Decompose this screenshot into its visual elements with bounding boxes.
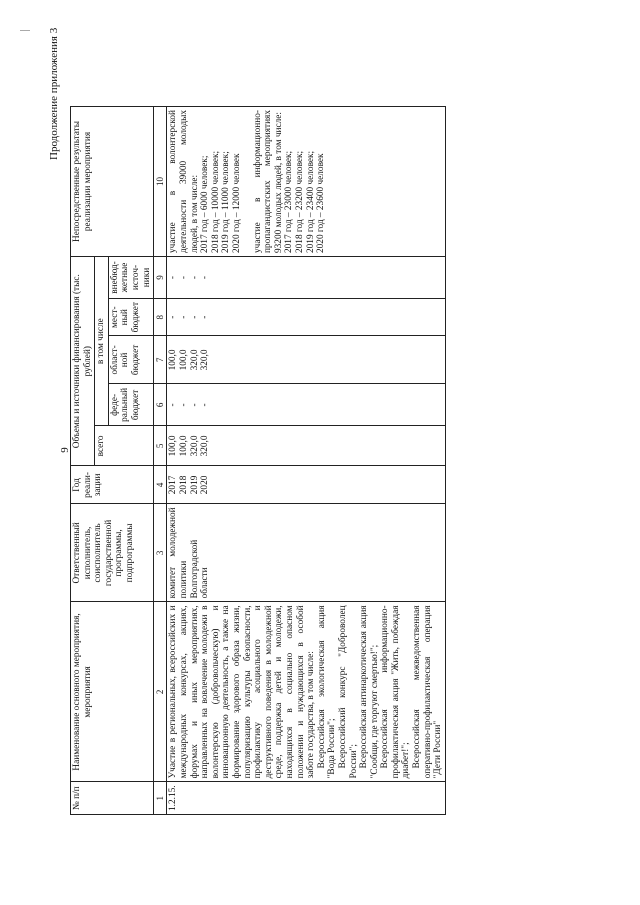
header-total: всего bbox=[95, 426, 154, 466]
total-cell bbox=[167, 426, 445, 466]
extra-value: - bbox=[168, 275, 179, 280]
year-cell bbox=[167, 466, 445, 504]
header-row bbox=[71, 107, 95, 815]
local-value: - bbox=[200, 315, 211, 319]
column-number: 8 bbox=[154, 299, 167, 336]
total-value: 320,0 bbox=[200, 435, 211, 457]
total-value: 100,0 bbox=[168, 435, 179, 457]
program-table bbox=[70, 106, 446, 815]
column-number: 5 bbox=[154, 426, 167, 466]
results-line: 2020 год – 12000 человек bbox=[231, 153, 242, 253]
column-number-row bbox=[154, 107, 167, 815]
column-number: 4 bbox=[154, 466, 167, 504]
federal-value: - bbox=[168, 403, 179, 407]
results-lead: участие в информационно-пропагандистских мероприятиях 93200 молодых людей, в том числе: bbox=[252, 110, 284, 253]
header-name: Наименование основного мероприятия, мероприятия bbox=[71, 602, 154, 782]
federal-value: - bbox=[179, 403, 189, 407]
subitem: Всероссийская экологическая акция "Вода России"; bbox=[316, 605, 338, 779]
continuation-title: Продолжение приложения 3 bbox=[48, 27, 60, 160]
local-value: - bbox=[179, 315, 189, 319]
regional-value: 320,0 bbox=[200, 349, 211, 371]
federal-cell bbox=[167, 384, 445, 426]
subitem: Всероссийский конкурс "Доброволец России"; bbox=[337, 605, 359, 779]
header-year: Год реали- зации bbox=[71, 466, 154, 504]
regional-cell bbox=[167, 336, 445, 384]
header-number: № п/п bbox=[71, 782, 154, 815]
column-number: 10 bbox=[154, 107, 167, 257]
table-row bbox=[167, 107, 445, 815]
local-value: - bbox=[189, 315, 200, 319]
extra-value: - bbox=[200, 275, 211, 280]
page-number: 9 bbox=[58, 447, 71, 453]
results-line: 2019 год – 23400 человек; bbox=[305, 150, 316, 253]
results-cell bbox=[167, 107, 445, 257]
regional-value: 100,0 bbox=[168, 349, 179, 371]
regional-value: 100,0 bbox=[179, 349, 189, 371]
column-number: 2 bbox=[154, 602, 167, 782]
subitem: Всероссийская антинаркотическая акция "Сообщи, где торгуют смертью!"; bbox=[359, 605, 380, 779]
subitem: Всероссийская межведомственная оперативно-профилактическая операция "Дети России" bbox=[412, 605, 444, 779]
year-value: 2019 bbox=[189, 475, 200, 495]
header-extra: внебюд- жетные источ- ники bbox=[108, 257, 153, 299]
results-lead: участие в волонтерской деятельности 39000 молодых людей, в том числе: bbox=[168, 110, 200, 253]
total-value: 100,0 bbox=[179, 435, 189, 457]
header-executor: Ответственный исполнитель, соисполнитель государственной программы, подпрограммы bbox=[71, 504, 154, 602]
extra-value: - bbox=[179, 275, 189, 280]
subitem: Всероссийская информационно-профилактическая акция "Жить, побеждая диабет!"; bbox=[380, 605, 412, 779]
spacer bbox=[243, 110, 253, 253]
extra-cell bbox=[167, 257, 445, 299]
column-number: 3 bbox=[154, 504, 167, 602]
federal-value: - bbox=[200, 403, 211, 407]
activity-description bbox=[167, 602, 445, 782]
total-value: 320,0 bbox=[189, 435, 200, 457]
extra-value: - bbox=[189, 275, 200, 280]
results-line: 2020 год – 23600 человек bbox=[316, 153, 327, 253]
column-number: 7 bbox=[154, 336, 167, 384]
year-value: 2020 bbox=[200, 475, 211, 495]
year-value: 2017 bbox=[168, 475, 179, 495]
results-line: 2017 год – 6000 человек; bbox=[200, 155, 211, 253]
header-funding: Объемы и источники финансирования (тыс. рублей) bbox=[71, 257, 95, 466]
header-results: Непосредственные результаты реализации мероприятия bbox=[71, 107, 154, 257]
local-cell bbox=[167, 299, 445, 336]
executor-cell: комитет молодежной политики Волгоградской области bbox=[167, 504, 445, 602]
header-including: в том числе bbox=[95, 257, 109, 426]
header-regional: област- ной бюджет bbox=[108, 336, 153, 384]
activity-text: Участие в региональных, всероссийских и международных конкурсах, акциях, форумах и иных мероприятиях, направленных на вовлечение молодежи в волонтерскую (добровольческую) и инновационную деятельность, а также на формирование здорового образа жизни, популяризацию культуры безопасности, профилактику асоциального и деструктивного поведения в молодежной среде, поддержка детей и молодежи, находящихся в социально опасном положении и нуждающихся в особой заботе государства, в том числе: bbox=[168, 605, 317, 779]
column-number: 6 bbox=[154, 384, 167, 426]
results-line: 2019 год – 11000 человек; bbox=[221, 151, 232, 253]
header-federal: феде- ральный бюджет bbox=[108, 384, 153, 426]
federal-value: - bbox=[189, 403, 200, 407]
results-line: 2017 год – 23000 человек; bbox=[284, 150, 295, 253]
header-local: мест- ный бюджет bbox=[108, 299, 153, 336]
row-number: 1.2.15. bbox=[167, 782, 445, 815]
column-number: 1 bbox=[154, 782, 167, 815]
regional-value: 320,0 bbox=[189, 349, 200, 371]
local-value: - bbox=[168, 315, 179, 319]
column-number: 9 bbox=[154, 257, 167, 299]
results-line: 2018 год – 10000 человек; bbox=[210, 150, 221, 253]
year-value: 2018 bbox=[179, 475, 189, 495]
results-line: 2018 год – 23200 человек; bbox=[294, 150, 305, 253]
